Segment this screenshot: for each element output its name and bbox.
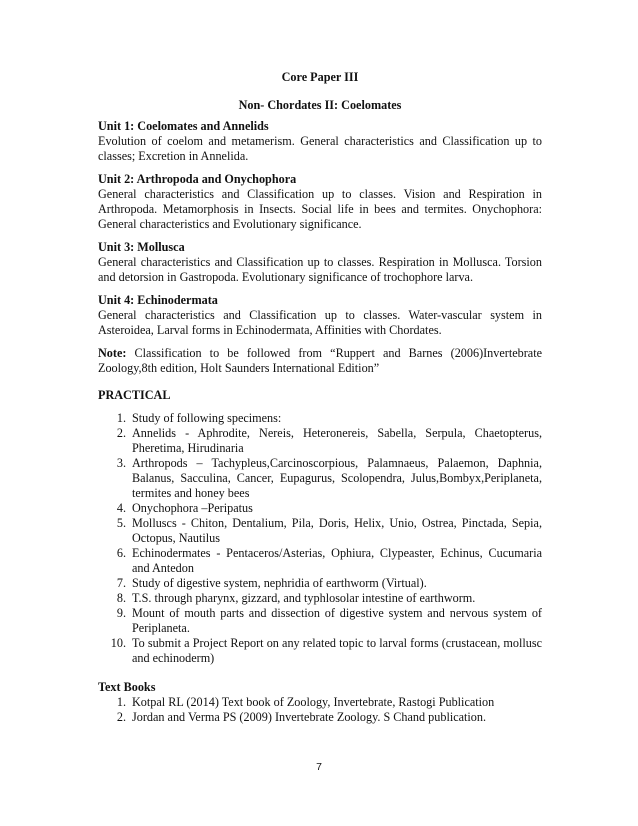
list-number: 1.: [116, 695, 126, 709]
unit-heading: Unit 2: Arthropoda and Onychophora: [98, 172, 297, 186]
unit-4: [98, 293, 542, 338]
unit-body: General characteristics and Classification up to classes. Vision and Respiration in Arthropoda. Metamorphosis in Insects. Social life in bees and termites. Onychophora: General characteristics and Evolutionary significance.: [98, 187, 542, 231]
list-item: [98, 516, 542, 546]
unit-heading: Unit 3: Mollusca: [98, 240, 185, 254]
list-item: [98, 426, 542, 456]
note-text: Classification to be followed from “Ruppert and Barnes (2006)Invertebrate Zoology,8th edition, Holt Saunders International Edition”: [98, 346, 542, 375]
unit-body: Evolution of coelom and metamerism. General characteristics and Classification up to classes; Excretion in Annelida.: [98, 134, 542, 163]
unit-body: General characteristics and Classification up to classes. Water-vascular system in Asteroidea, Larval forms in Echinodermata, Affinities with Chordates.: [98, 308, 542, 337]
unit-heading: Unit 4: Echinodermata: [98, 293, 218, 307]
textbooks-heading: Text Books: [98, 680, 156, 694]
list-text: Arthropods – Tachypleus,Carcinoscorpious, Palamnaeus, Palaemon, Daphnia, Balanus, Sacculina, Cancer, Eupagurus, Scolopendra, Julus,Bombyx,Periplaneta, termites and honey bees: [132, 456, 542, 500]
list-number: 2.: [116, 426, 126, 440]
list-number: 8.: [116, 591, 126, 605]
list-item: [98, 606, 542, 636]
list-item: [98, 591, 542, 606]
note-label: Note:: [98, 346, 127, 360]
unit-2: [98, 172, 542, 232]
list-item: [98, 695, 542, 710]
practical-heading: PRACTICAL: [98, 388, 171, 402]
list-item: [98, 456, 542, 501]
list-text: Mount of mouth parts and dissection of digestive system and nervous system of Periplaneta.: [132, 606, 542, 635]
page-number: 7: [316, 761, 322, 773]
unit-1: [98, 119, 542, 164]
list-text: Molluscs - Chiton, Dentalium, Pila, Doris, Helix, Unio, Ostrea, Pinctada, Sepia, Octopus, Nautilus: [132, 516, 542, 545]
list-text: Onychophora –Peripatus: [132, 501, 253, 515]
unit-3: [98, 240, 542, 285]
list-item: [98, 710, 542, 725]
list-item: [98, 546, 542, 576]
list-number: 2.: [116, 710, 126, 724]
paper-subtitle: Non- Chordates II: Coelomates: [238, 98, 402, 112]
note-paragraph: [98, 346, 542, 376]
list-text: Jordan and Verma PS (2009) Invertebrate Zoology. S Chand publication.: [132, 710, 487, 724]
list-text: Echinodermates - Pentaceros/Asterias, Ophiura, Clypeaster, Echinus, Cucumaria and Antedon: [132, 546, 542, 575]
list-text: To submit a Project Report on any related topic to larval forms (crustacean, mollusc and echinoderm): [132, 636, 542, 665]
list-item: [98, 636, 542, 666]
list-number: 10.: [110, 636, 126, 650]
list-number: 9.: [116, 606, 126, 620]
list-number: 4.: [116, 501, 126, 515]
list-text: Kotpal RL (2014) Text book of Zoology, Invertebrate, Rastogi Publication: [132, 695, 495, 709]
unit-body: General characteristics and Classification up to classes. Respiration in Mollusca. Torsion and detorsion in Gastropoda. Evolutionary significance of trochophore larva.: [98, 255, 542, 284]
textbooks-list: [98, 695, 542, 725]
practical-list: [98, 411, 542, 666]
paper-title: Core Paper III: [281, 70, 359, 84]
list-item: [98, 411, 542, 426]
list-number: 7.: [116, 576, 126, 590]
list-number: 3.: [116, 456, 126, 470]
list-text: Study of digestive system, nephridia of earthworm (Virtual).: [132, 576, 427, 590]
list-number: 6.: [116, 546, 126, 560]
list-text: T.S. through pharynx, gizzard, and typhlosolar intestine of earthworm.: [132, 591, 476, 605]
list-item: [98, 501, 542, 516]
list-text: Annelids - Aphrodite, Nereis, Heteronereis, Sabella, Serpula, Chaetopterus, Pheretima, Hirudinaria: [132, 426, 542, 455]
unit-heading: Unit 1: Coelomates and Annelids: [98, 119, 269, 133]
list-item: [98, 576, 542, 591]
list-number: 5.: [116, 516, 126, 530]
list-number: 1.: [116, 411, 126, 425]
list-text: Study of following specimens:: [132, 411, 282, 425]
